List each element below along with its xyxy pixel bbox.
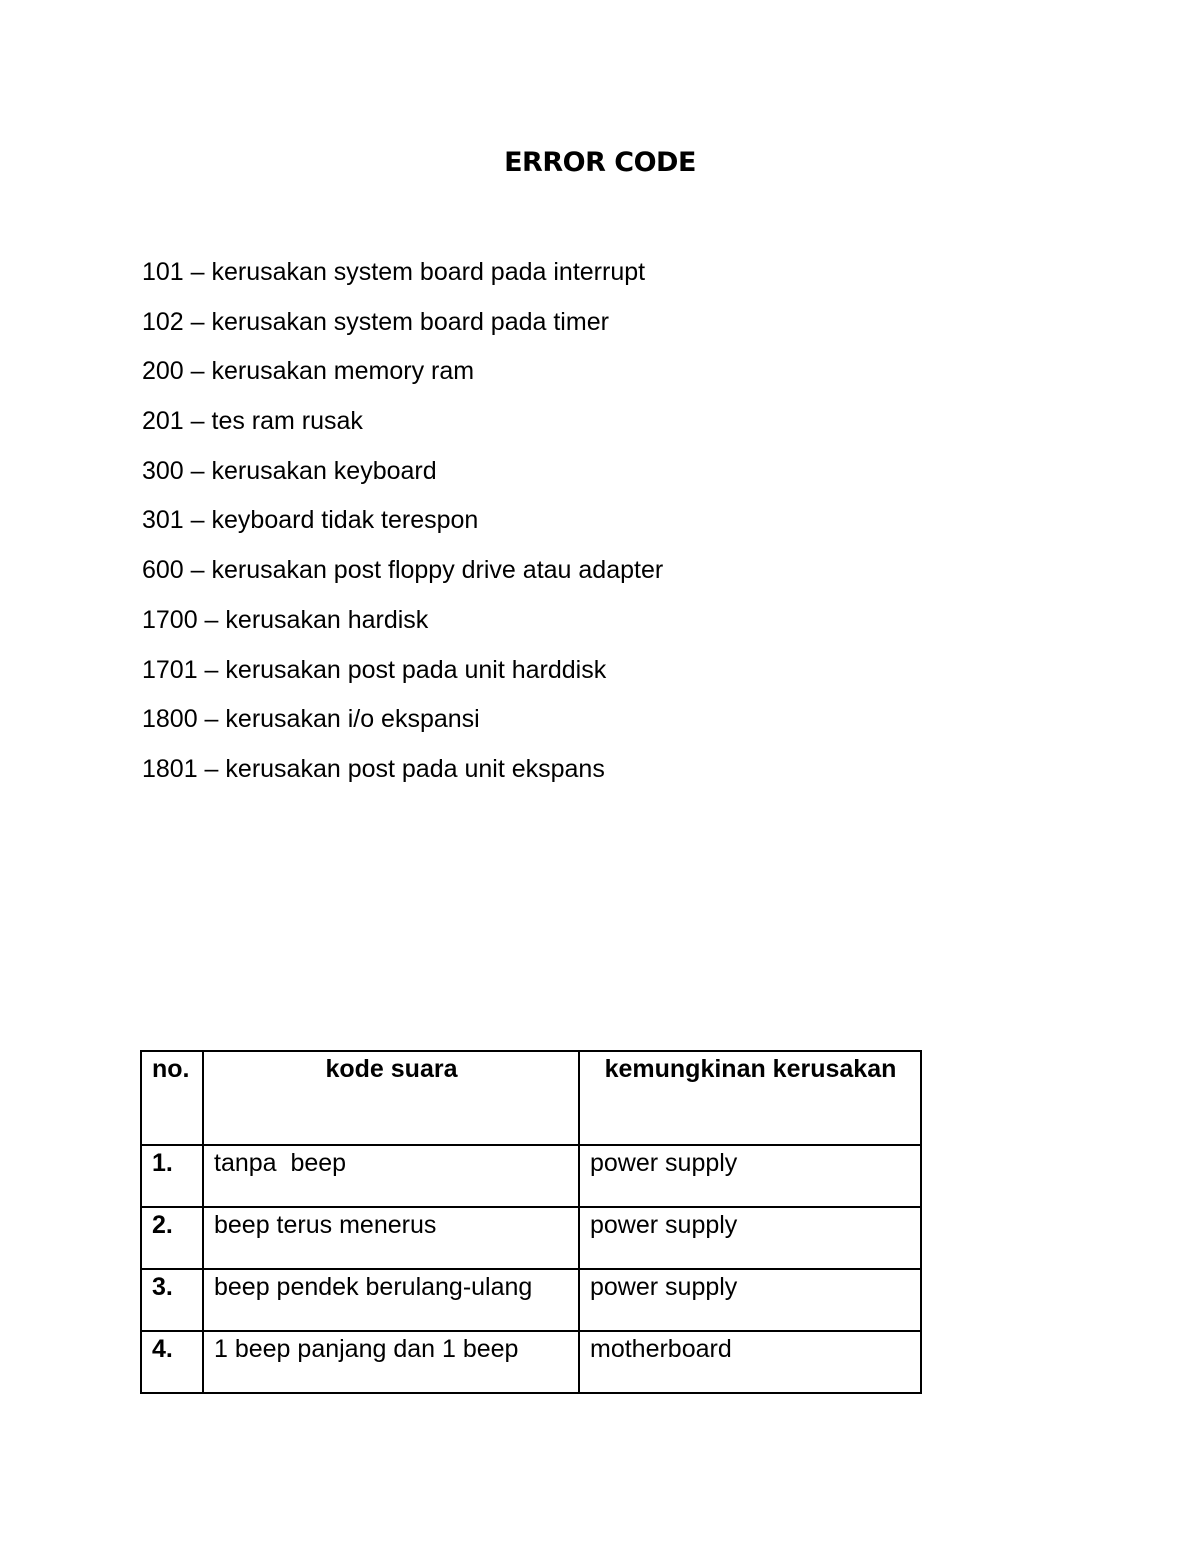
table-row xyxy=(141,1331,921,1393)
error-code-list xyxy=(142,251,663,798)
cell-kode-suara: beep pendek berulang-ulang xyxy=(203,1269,579,1331)
cell-kemungkinan: power supply xyxy=(579,1207,921,1269)
error-code-item: 1801 – kerusakan post pada unit ekspans xyxy=(142,754,605,783)
cell-kemungkinan: power supply xyxy=(579,1269,921,1331)
error-code-item: 1800 – kerusakan i/o ekspansi xyxy=(142,705,480,734)
cell-kode-suara: beep terus menerus xyxy=(203,1207,579,1269)
table-row xyxy=(141,1207,921,1269)
error-code-item: 1701 – kerusakan post pada unit harddisk xyxy=(142,655,607,684)
cell-no: 1. xyxy=(141,1145,203,1207)
error-code-item: 102 – kerusakan system board pada timer xyxy=(142,307,609,336)
page-title: ERROR CODE xyxy=(504,147,696,178)
cell-kode-suara: tanpa beep xyxy=(203,1145,579,1207)
error-code-item: 300 – kerusakan keyboard xyxy=(142,456,437,485)
error-code-item: 201 – tes ram rusak xyxy=(142,407,363,436)
cell-no: 4. xyxy=(141,1331,203,1393)
cell-no: 3. xyxy=(141,1269,203,1331)
cell-kode-suara: 1 beep panjang dan 1 beep xyxy=(203,1331,579,1393)
header-kode-suara: kode suara xyxy=(203,1051,579,1145)
error-code-item: 200 – kerusakan memory ram xyxy=(142,357,475,386)
error-code-item: 301 – keyboard tidak terespon xyxy=(142,506,479,535)
error-code-item: 1700 – kerusakan hardisk xyxy=(142,605,429,634)
error-code-item: 600 – kerusakan post floppy drive atau adapter xyxy=(142,556,664,585)
cell-no: 2. xyxy=(141,1207,203,1269)
error-code-item: 101 – kerusakan system board pada interrupt xyxy=(142,258,646,286)
table-header-row xyxy=(141,1051,921,1145)
cell-kemungkinan: motherboard xyxy=(579,1331,921,1393)
header-no: no. xyxy=(141,1051,203,1145)
table-row xyxy=(141,1145,921,1207)
header-kemungkinan-kerusakan: kemungkinan kerusakan xyxy=(579,1051,921,1145)
beep-code-table xyxy=(140,1050,922,1394)
cell-kemungkinan: power supply xyxy=(579,1145,921,1207)
table-row xyxy=(141,1269,921,1331)
